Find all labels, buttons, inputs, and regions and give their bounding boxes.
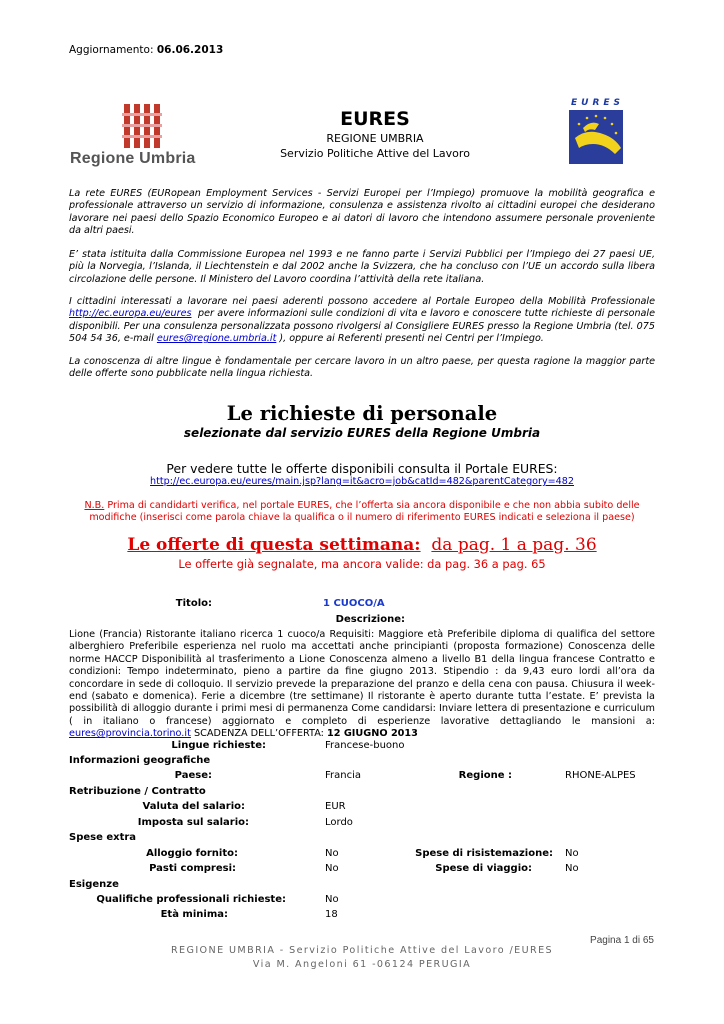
- regione-umbria-logo-text: Regione Umbria: [70, 150, 196, 167]
- intro-paragraph-4: La conoscenza di altre lingue è fondamentale per cercare lavoro in un altro paese, per questa ragione la maggior parte delle offerte sono pubblicate nella lingua richiesta.: [69, 356, 655, 380]
- job-contact-email-link[interactable]: eures@provincia.torino.it: [69, 728, 191, 740]
- section-title: Le richieste di personale: [226, 402, 498, 425]
- offers-subheading: Le offerte già segnalate, ma ancora valide: da pag. 36 a pag. 65: [178, 557, 546, 571]
- offers-heading: [0, 535, 724, 555]
- paese-value: Francia: [325, 770, 362, 781]
- regione-value: RHONE-ALPES: [565, 770, 636, 781]
- footer-line-1: REGIONE UMBRIA - Servizio Politiche Attive del Lavoro /EURES: [170, 945, 554, 956]
- intro-p3-text-a: I cittadini interessati a lavorare nei paesi aderenti possono accedere al Portale Europeo della Mobilità Professionale: [69, 296, 655, 307]
- eures-logo-text: EURES: [571, 98, 625, 108]
- update-label: Aggiornamento:: [69, 44, 154, 56]
- paese-label: Paese:: [174, 770, 212, 781]
- lingue-label: Lingue richieste:: [171, 740, 266, 751]
- nb-text: Prima di candidarti verifica, nel portale EURES, che l’offerta sia ancora disponibile e che non abbia subito delle modifiche (inserisci come parola chiave la qualifica o il numero di riferimento EURES indicati e seleziona il paese): [89, 500, 640, 524]
- header-line1: REGIONE UMBRIA: [326, 132, 424, 145]
- intro-p3-text-c: ), oppure ai Referenti presenti nei Centri per l’Impiego.: [279, 333, 544, 345]
- valuta-value: EUR: [325, 801, 346, 812]
- retribuzione-section-label: Retribuzione / Contratto: [69, 786, 206, 797]
- section-subtitle: selezionate dal servizio EURES della Regione Umbria: [183, 426, 541, 440]
- page-number: Pagina 1 di 65: [590, 935, 654, 946]
- eta-label: Età minima:: [160, 909, 228, 920]
- risistemazione-value: No: [565, 848, 579, 859]
- alloggio-value: No: [325, 848, 339, 859]
- qualifiche-label: Qualifiche professionali richieste:: [96, 894, 286, 905]
- job-deadline-label: SCADENZA DELL’OFFERTA:: [190, 728, 327, 740]
- job-title-value: 1 CUOCO/A: [323, 598, 385, 609]
- header-block: [230, 107, 520, 161]
- update-date: 06.06.2013: [156, 44, 224, 56]
- pasti-value: No: [325, 863, 339, 874]
- job-desc-text: Lione (Francia) Ristorante italiano ricerca 1 cuoco/a Requisiti: Maggiore età Preferibile diploma di qualifica del settore alberghiero Preferibile esperienza nel ruolo ma accettati anche principianti (proposta formazione) Conoscenza delle norme HACCP Disponibilità al trasferimento a Lione Conoscenza almeno a livello B1 della lingua francese Contratto e condizioni: Tempo indeterminato, pieno a partire da fine giugno 2013. Stipendio : da 9,43 euro lordi all’ora da concordare in sede di colloquio. Il servizio prevede la preparazione del pranzo e della cena con pausa. Chiusura il week-end (sabato e domenica). Ferie a dicembre (tre settimane) Il ristorante è aperto durante tutta l’estate. E’ prevista la possibilità di alloggio durante i primi mesi di permanenza Come candidarsi: Inviare lettera di presentazione e curriculum ( in italiano o francese) aggiornato e completo di esperienze lavorative dettagliando le mansioni a:: [69, 629, 655, 727]
- portal-text: Per vedere tutte le offerte disponibili consulta il Portale EURES:: [166, 461, 558, 476]
- spese-section-label: Spese extra: [69, 832, 137, 843]
- header-line2: Servizio Politiche Attive del Lavoro: [280, 147, 470, 160]
- footer-line-2: Via M. Angeloni 61 -06124 PERUGIA: [252, 959, 472, 970]
- intro-paragraph-3: [69, 296, 655, 346]
- portal-link[interactable]: http://ec.europa.eu/eures/main.jsp?lang=it&acro=job&catId=482&parentCategory=482: [150, 476, 574, 487]
- nb-note: [70, 500, 654, 525]
- job-desc-label: Descrizione:: [335, 614, 405, 625]
- intro-paragraph-2: E’ stata istituita dalla Commissione Europea nel 1993 e ne fanno parte i Servizi Pubblici per l’Impiego dei 27 paesi UE, più la Norvegia, l’Islanda, il Liechtenstein e dal 2002 anche la Svizzera, che ha concluso con l’UE un accordo sulla libera circolazione delle persone. Il Ministero del Lavoro coordina l’attività della rete italiana.: [69, 249, 655, 285]
- regione-umbria-emblem-icon: [122, 104, 162, 148]
- viaggio-label: Spese di viaggio:: [435, 863, 532, 874]
- alloggio-label: Alloggio fornito:: [146, 848, 238, 859]
- job-title-label: Titolo:: [175, 598, 212, 609]
- eures-portal-link[interactable]: http://ec.europa.eu/eures: [69, 308, 192, 320]
- viaggio-value: No: [565, 863, 579, 874]
- eures-logo: [565, 96, 631, 168]
- imposta-value: Lordo: [325, 817, 353, 828]
- eta-value: 18: [325, 909, 338, 920]
- job-deadline-value: 12 GIUGNO 2013: [327, 728, 418, 740]
- header-title: EURES: [340, 108, 410, 130]
- regione-label: Regione :: [458, 770, 512, 781]
- intro-p3-text-b: per avere informazioni sulle condizioni di vita e lavoro e conoscere tutte richieste di personale disponibili. Per una consulenza personalizzata possono rivolgersi al Consigliere EURES presso la Regione Umbria (tel. 075 504 54 36, e-mail: [69, 308, 655, 345]
- offers-range: da pag. 1 a pag. 36: [431, 535, 597, 555]
- imposta-label: Imposta sul salario:: [137, 817, 249, 828]
- intro-paragraph-1: La rete EURES (EURopean Employment Services - Servizi Europei per l’Impiego) promuove la mobilità geografica e professionale attraverso un servizio di informazione, consulenza e assistenza rivolto ai cittadini europei che desiderano lavorare nei paesi dello Spazio Economico Europeo e ai datori di lavoro che intendono assumere personale proveniente da altri paesi.: [69, 188, 655, 237]
- esigenze-section-label: Esigenze: [69, 879, 119, 890]
- lingue-value: Francese-buono: [325, 740, 405, 751]
- pasti-label: Pasti compresi:: [149, 863, 236, 874]
- eures-email-link[interactable]: eures@regione.umbria.it: [156, 333, 277, 345]
- eures-hand-icon: [565, 108, 631, 168]
- valuta-label: Valuta del salario:: [142, 801, 245, 812]
- job-description: [69, 629, 655, 741]
- qualifiche-value: No: [325, 894, 339, 905]
- geo-section-label: Informazioni geografiche: [69, 755, 211, 766]
- risistemazione-label: Spese di risistemazione:: [415, 848, 553, 859]
- update-line: [69, 44, 223, 56]
- nb-label: N.B.: [84, 500, 105, 511]
- offers-main: Le offerte di questa settimana:: [127, 535, 421, 555]
- regione-umbria-logo: [70, 104, 204, 170]
